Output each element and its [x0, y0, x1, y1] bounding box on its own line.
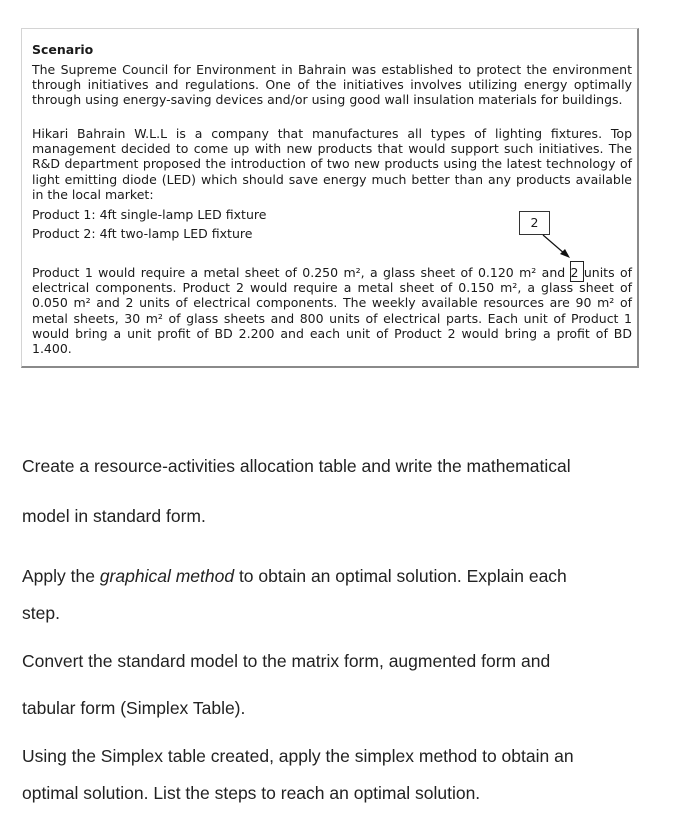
- question-1-line-2: model in standard form.: [22, 506, 206, 526]
- question-4-line-2: optimal solution. List the steps to reach an optimal solution.: [22, 783, 481, 803]
- question-3-line-2: tabular form (Simplex Table).: [22, 698, 246, 718]
- annotation-highlight: [570, 261, 584, 282]
- scenario-title: Scenario: [32, 42, 94, 57]
- scenario-paragraph-1: The Supreme Council for Environment in Bahrain was established to protect the environment through initiatives and regulations. One of the initiatives involves utilizing energy optimally through using energy-saving devices and/or using good wall insulation materials for buildings.: [32, 62, 632, 108]
- question-3-line-1: Convert the standard model to the matrix form, augmented form and: [22, 651, 551, 671]
- product-1-line: Product 1: 4ft single-lamp LED fixture: [32, 207, 267, 222]
- question-2-prefix: Apply the: [22, 566, 100, 586]
- question-2-emphasis: graphical method: [99, 566, 235, 586]
- question-2-line-1: [22, 566, 662, 587]
- product-2-line: Product 2: 4ft two-lamp LED fixture: [32, 226, 253, 241]
- scenario-paragraph-3: Product 1 would require a metal sheet of 0.250 m², a glass sheet of 0.120 m² and 2 units of electrical components. Product 2 would require a metal sheet of 0.150 m², a glass sheet of 0.050 m² and 2 units of electrical components. The weekly available resources are 90 m² of metal sheets, 30 m² of glass sheets and 800 units of electrical parts. Each unit of Product 1 would bring a unit profit of BD 2.200 and each unit of Product 2 would bring a profit of BD 1.400.: [32, 265, 632, 357]
- annotation-callout: 2: [519, 211, 550, 235]
- question-2-suffix: to obtain an optimal solution. Explain each: [234, 566, 567, 586]
- scenario-paragraph-2: Hikari Bahrain W.L.L is a company that manufactures all types of lighting fixtures. Top management decided to come up with new products that would support such initiatives. The R&D department proposed the introduction of two new products using the latest technology of light emitting diode (LED) which should save energy much better than any products available in the local market:: [32, 126, 632, 202]
- question-1-line-1: Create a resource-activities allocation table and write the mathematical: [22, 456, 571, 476]
- scenario-box: [21, 28, 639, 368]
- question-2-line-2: step.: [22, 603, 60, 623]
- question-4-line-1: Using the Simplex table created, apply the simplex method to obtain an: [22, 746, 574, 766]
